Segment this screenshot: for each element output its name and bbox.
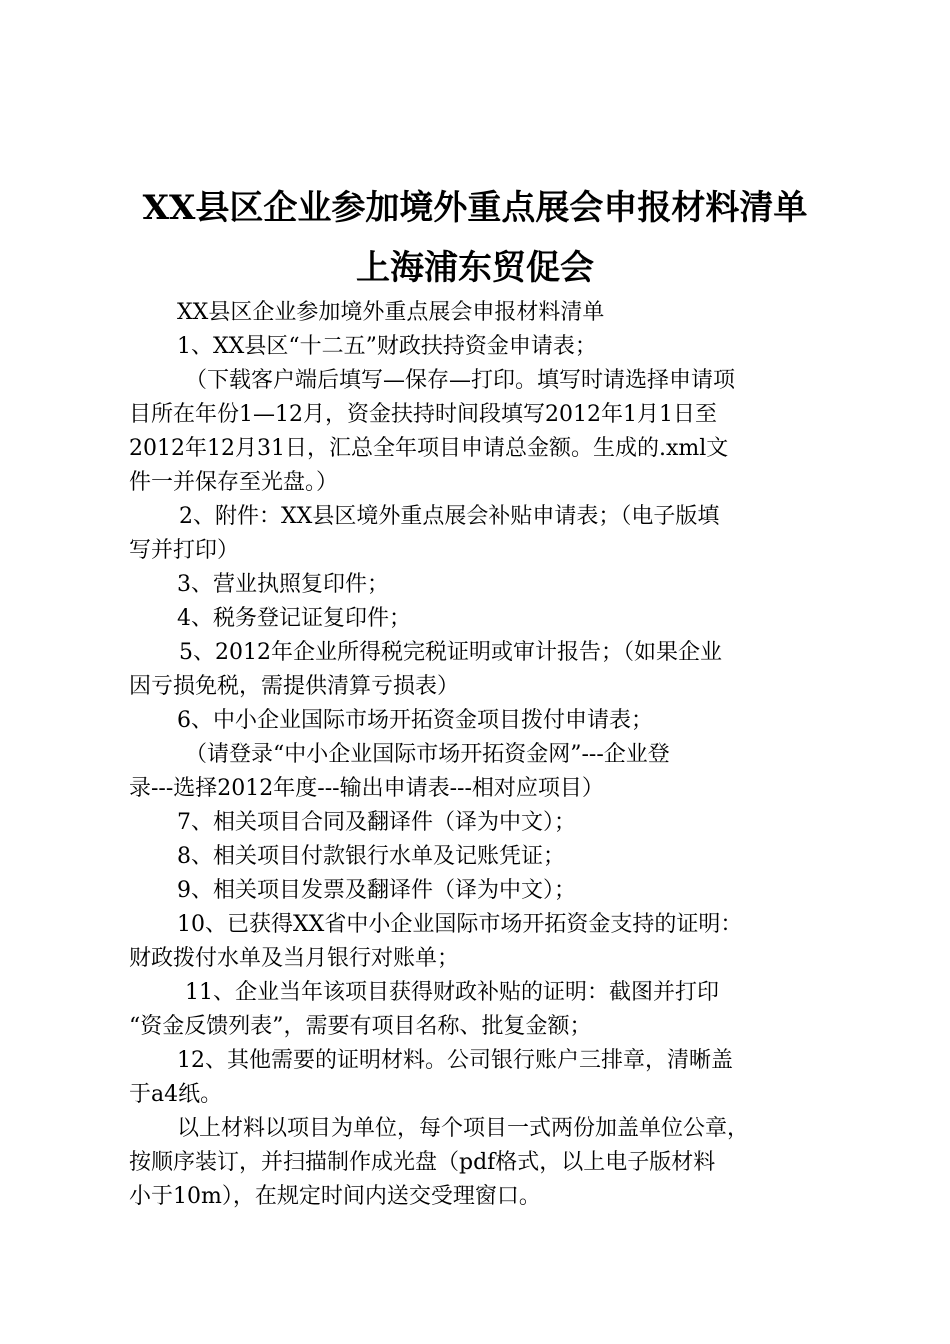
body-line: 3、营业执照复印件；: [177, 572, 389, 597]
body-line: 10、已获得XX省中小企业国际市场开拓资金支持的证明：: [177, 912, 743, 937]
body-line: （下载客户端后填写—保存—打印。填写时请选择申请项: [185, 368, 736, 393]
body-line: 2、附件：XX县区境外重点展会补贴申请表；（电子版填: [179, 504, 720, 529]
document-body: [129, 296, 829, 1214]
body-line: 于a4纸。: [129, 1082, 223, 1107]
body-line: 1、XX县区“十二五”财政扶持资金申请表；: [177, 334, 597, 359]
body-line: XX县区企业参加境外重点展会申报材料清单: [177, 300, 605, 325]
body-line: 录---选择2012年度---输出申请表---相对应项目）: [129, 776, 604, 801]
body-line: 11、企业当年该项目获得财政补贴的证明：截图并打印: [185, 980, 719, 1005]
body-line: 以上材料以项目为单位，每个项目一式两份加盖单位公章，: [177, 1116, 750, 1141]
body-line: 写并打印）: [129, 538, 240, 563]
body-line: 5、2012年企业所得税完税证明或审计报告；（如果企业: [179, 640, 722, 665]
body-line: 6、中小企业国际市场开拓资金项目拨付申请表；: [177, 708, 653, 733]
body-line: “资金反馈列表”，需要有项目名称、批复金额；: [129, 1014, 592, 1039]
document-subtitle: 上海浦东贸促会: [356, 248, 594, 288]
body-line: （请登录“中小企业国际市场开拓资金网”---企业登: [185, 742, 670, 767]
body-line: 件一并保存至光盘。）: [129, 470, 339, 495]
body-line: 4、税务登记证复印件；: [177, 606, 411, 631]
body-line: 财政拨付水单及当月银行对账单；: [129, 946, 460, 971]
body-line: 目所在年份1—12月，资金扶持时间段填写2012年1月1日至: [129, 402, 717, 427]
body-line: 9、相关项目发票及翻译件（译为中文）；: [177, 878, 576, 903]
body-line: 因亏损免税，需提供清算亏损表）: [129, 674, 460, 699]
body-line: 按顺序装订，并扫描制作成光盘（pdf格式，以上电子版材料: [129, 1150, 716, 1175]
body-line: 2012年12月31日，汇总全年项目申请总金额。生成的.xml文: [129, 436, 729, 461]
body-line: 7、相关项目合同及翻译件（译为中文）；: [177, 810, 576, 835]
document-title: XX县区企业参加境外重点展会申报材料清单: [142, 188, 808, 228]
body-line: 小于10m），在规定时间内送交受理窗口。: [129, 1184, 541, 1209]
body-line: 12、其他需要的证明材料。公司银行账户三排章，清晰盖: [177, 1048, 733, 1073]
body-line: 8、相关项目付款银行水单及记账凭证；: [177, 844, 565, 869]
